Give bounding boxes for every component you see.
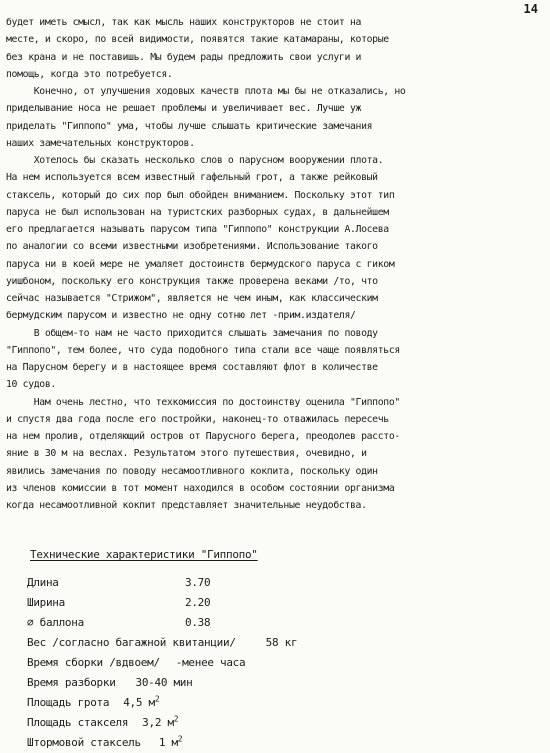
- text-line: сейчас называется "Стрижом", является не чем иным, как классическим: [6, 293, 378, 304]
- unit-exponent: 2: [154, 694, 160, 704]
- spec-value: -менее часа: [175, 656, 246, 669]
- body-text: [0, 14, 550, 514]
- spec-value: 2.20: [185, 596, 211, 609]
- spec-value: 1 $м^2$: [158, 734, 183, 749]
- spec-name: Ширина: [27, 596, 65, 609]
- text-line: из членов комиссии в тот момент находился в особом состоянии организма: [6, 482, 395, 494]
- spec-row: [27, 573, 527, 593]
- text-line: приделывание носа не решает проблемы и увеличивает вес. Лучше уж: [6, 103, 362, 115]
- spec-value: 0.38: [185, 616, 211, 629]
- text-line: наших замечательных конструкторов.: [6, 137, 195, 149]
- text-line: когда несамоотливной кокпит представляет значительные неудобства.: [6, 500, 367, 511]
- spec-row: [27, 613, 527, 633]
- text-line: "Гиппопо", тем более, что суда подобного типа стали все чаще появляться: [6, 344, 400, 356]
- spec-row: [27, 713, 527, 733]
- spec-name: Время разборки: [27, 676, 116, 689]
- text-line: В общем-то нам не часто приходится слышать замечания по поводу: [6, 327, 378, 339]
- spec-name: Вес /согласно багажной квитанции/: [27, 636, 236, 649]
- text-line: его предлагается называть парусом типа "Гиппопо" конструкции А.Лосева: [6, 224, 389, 235]
- spec-row: [27, 593, 527, 613]
- spec-name: Площадь стакселя: [27, 716, 129, 729]
- unit-exponent: 2: [173, 714, 179, 724]
- text-line: на нем пролив, отделяющий остров от Парусного берега, преодолев рассто-: [6, 431, 400, 442]
- text-line: помощь, когда это потребуется.: [6, 68, 173, 80]
- specs-list: [27, 573, 527, 753]
- spec-name: Длина: [27, 576, 59, 589]
- spec-value: 3.70: [185, 576, 211, 589]
- unit-exponent: 2: [177, 734, 183, 744]
- text-line: по аналогии со всеми известными изобретениями. Использование такого: [6, 241, 378, 253]
- spec-value: 58 кг: [265, 636, 298, 649]
- text-line: яние в 30 м на веслах. Результатом этого путешествия, очевидно, и: [6, 448, 367, 460]
- spec-name: Площадь грота: [27, 696, 110, 709]
- text-line: бермудским парусом и известно не одну сотню лет -прим.издателя/: [6, 310, 356, 322]
- spec-name: ∅ баллона: [27, 616, 84, 629]
- text-line: и спустя два года после его постройки, наконец-то отважилась пересечь: [6, 413, 389, 425]
- text-line: На нем используется всем известный гафельный грот, а также рейковый: [6, 172, 378, 184]
- spec-row: [27, 693, 527, 713]
- text-line: стаксель, который до сих пор был обойден вниманием. Поскольку этот тип: [6, 189, 395, 201]
- text-line: месте, и скоро, по всей видимости, появятся такие катамараны, которые: [6, 34, 389, 46]
- text-line: Хотелось бы сказать несколько слов о парусном вооружении плота.: [6, 155, 384, 166]
- spec-row: [27, 633, 527, 653]
- text-line: явились замечания по поводу несамоотливного кокпита, поскольку один: [6, 465, 378, 477]
- text-line: уишбоном, поскольку его конструкция также проверена веками /то, что: [6, 275, 378, 287]
- text-line: Нам очень лестно, что техкомиссия по достоинству оценила "Гиппопо": [6, 396, 400, 408]
- specs-heading: Технические характеристики "Гиппопо": [30, 548, 258, 561]
- spec-name: Время сборки /вдвоем/: [27, 656, 160, 669]
- text-line: будет иметь смысл, так как мысль наших конструкторов не стоит на: [6, 17, 362, 28]
- text-line: паруса не был использован на туристских разборных судах, в дальнейшем: [6, 206, 389, 218]
- spec-row: [27, 733, 527, 753]
- text-line: 10 судов.: [6, 379, 56, 391]
- text-line: Конечно, от улучшения ходовых качеств плота мы бы не отказались, но: [6, 86, 406, 97]
- spec-name: Штормовой стаксель: [27, 736, 141, 749]
- spec-row: [27, 653, 527, 673]
- text-line: приделать "Гиппопо" ума, чтобы лучше слышать критические замечания: [6, 120, 373, 132]
- spec-value: 3,2 $м^2$: [142, 714, 179, 729]
- text-line: на Парусном берегу и в настоящее время составляют флот в количестве: [6, 362, 378, 373]
- spec-value: 4,5 $м^2$: [123, 694, 160, 709]
- page-number: 14: [523, 2, 538, 16]
- text-line: паруса ни в коей мере не умаляет достоинств бермудского паруса с гиком: [6, 258, 395, 270]
- spec-value: 30-40 мин: [135, 676, 193, 689]
- text-line: без крана и не поставишь. Мы будем рады предложить свои услуги и: [6, 51, 362, 63]
- spec-row: [27, 673, 527, 693]
